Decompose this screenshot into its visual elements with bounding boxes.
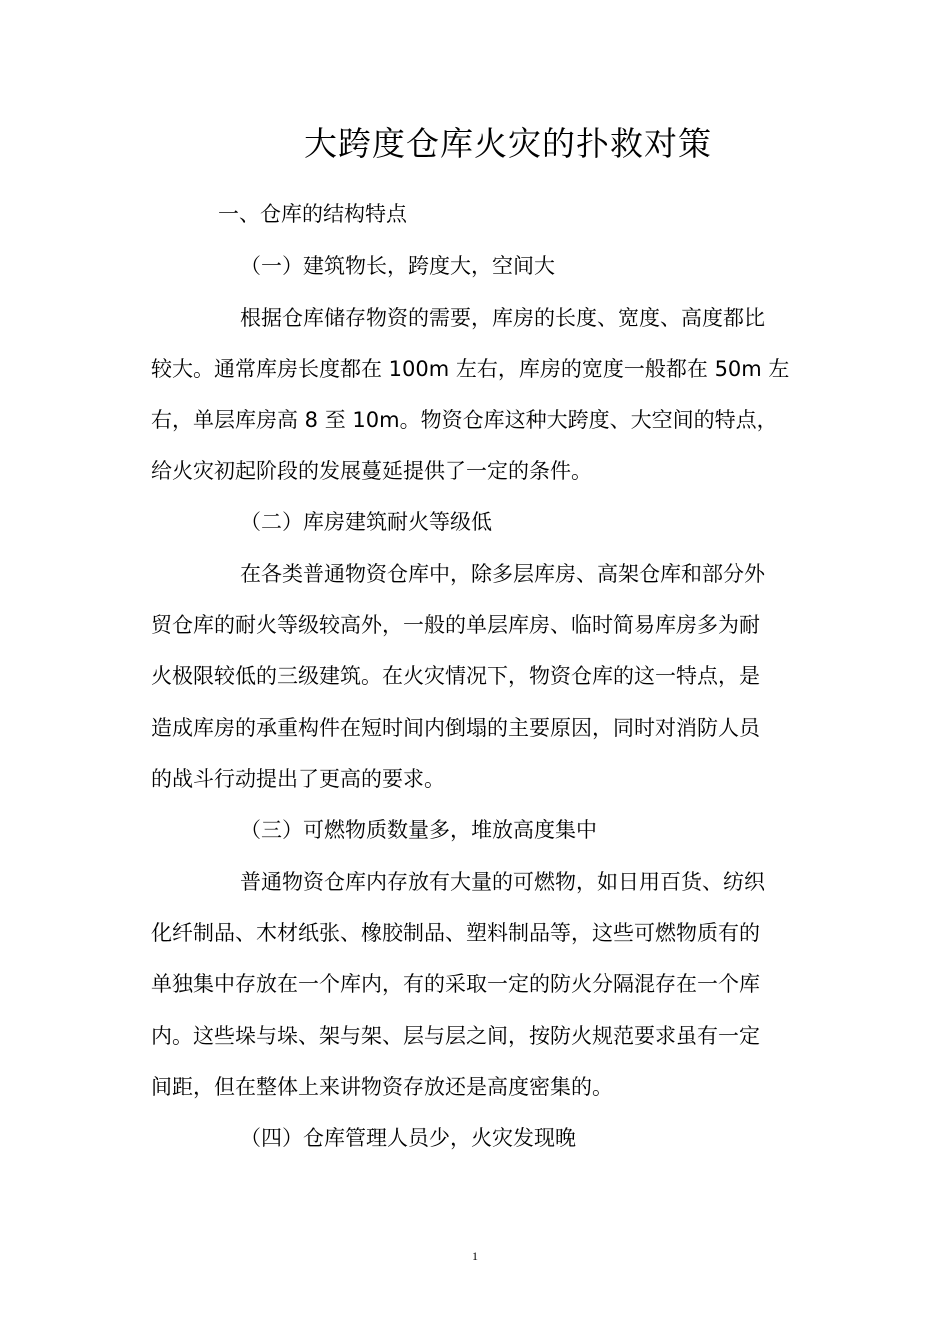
- subsection-heading-1: （一）建筑物长，跨度大，空间大: [240, 254, 555, 278]
- paragraph-line: 给火灾初起阶段的发展蔓延提供了一定的条件。: [151, 459, 592, 483]
- paragraph-line: 右，单层库房高 8 至 10m。物资仓库这种大跨度、大空间的特点，: [151, 408, 778, 432]
- page-number: 1: [472, 1249, 478, 1263]
- paragraph-line: 火极限较低的三级建筑。在火灾情况下，物资仓库的这一特点，是: [151, 664, 760, 688]
- paragraph-line: 单独集中存放在一个库内，有的采取一定的防火分隔混存在一个库: [151, 972, 760, 996]
- paragraph-line: 较大。通常库房长度都在 100m 左右，库房的宽度一般都在 50m 左: [151, 357, 790, 381]
- subsection-heading-3: （三）可燃物质数量多，堆放高度集中: [240, 818, 597, 842]
- paragraph-line: 普通物资仓库内存放有大量的可燃物，如日用百货、纺织: [240, 870, 765, 894]
- paragraph-line: 根据仓库储存物资的需要，库房的长度、宽度、高度都比: [240, 306, 765, 330]
- paragraph-line: 化纤制品、木材纸张、橡胶制品、塑料制品等，这些可燃物质有的: [151, 921, 760, 945]
- paragraph-line: 间距，但在整体上来讲物资存放还是高度密集的。: [151, 1075, 613, 1099]
- paragraph-line: 在各类普通物资仓库中，除多层库房、高架仓库和部分外: [240, 562, 765, 586]
- paragraph-line: 内。这些垛与垛、架与架、层与层之间，按防火规范要求虽有一定: [151, 1024, 760, 1048]
- paragraph-line: 贸仓库的耐火等级较高外，一般的单层库房、临时简易库房多为耐: [151, 613, 760, 637]
- subsection-heading-2: （二）库房建筑耐火等级低: [240, 510, 492, 534]
- section-heading: 一、仓库的结构特点: [218, 202, 407, 226]
- document-title: 大跨度仓库火灾的扑救对策: [304, 124, 712, 163]
- paragraph-line: 造成库房的承重构件在短时间内倒塌的主要原因，同时对消防人员: [151, 716, 760, 740]
- subsection-heading-4: （四）仓库管理人员少，火灾发现晚: [240, 1126, 576, 1150]
- paragraph-line: 的战斗行动提出了更高的要求。: [151, 767, 445, 791]
